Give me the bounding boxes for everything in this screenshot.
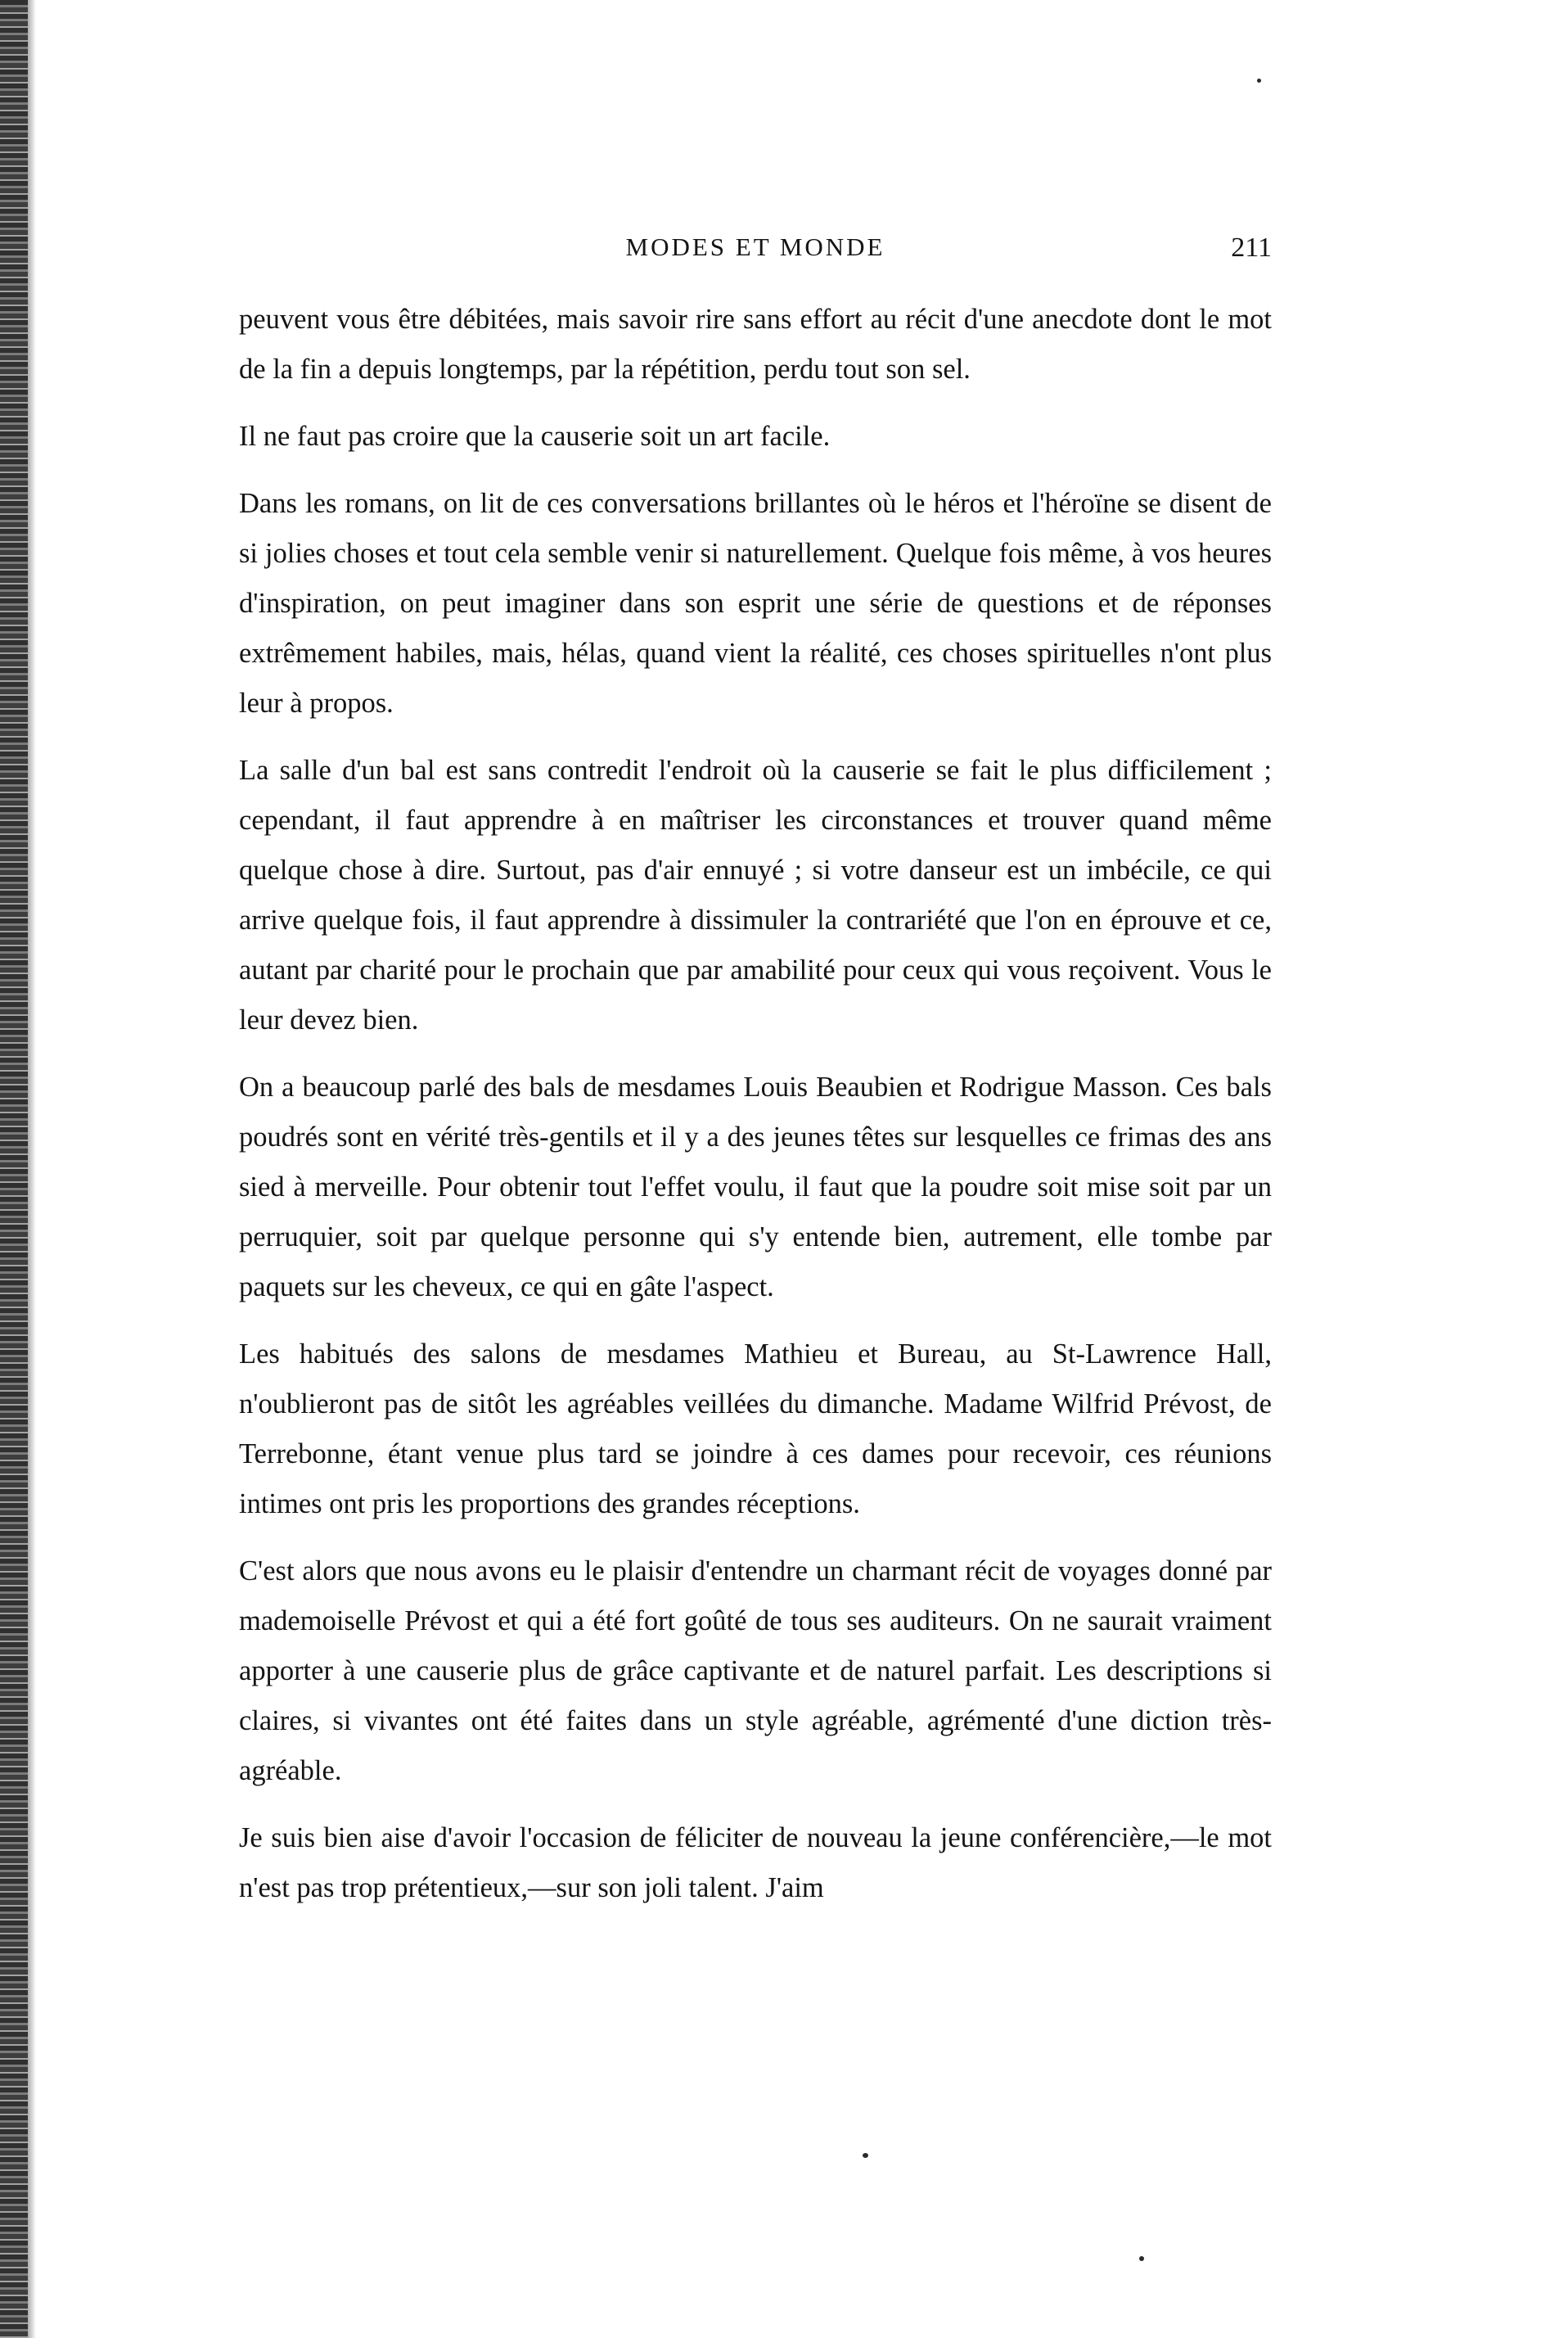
scan-speck [863, 2153, 868, 2158]
paragraph: Il ne faut pas croire que la causerie soit un art facile. [239, 421, 831, 452]
paragraph: On a beaucoup parlé des bals de mesdames Louis Beaubien et Rodrigue Masson. Ces bals poudrés sont en vérité très-gentils et il y a des jeunes têtes sur lesquelles ce frimas des ans sied à merveille. Pour obtenir tout l'effet voulu, il faut que la poudre soit mise soit par un perruquier, soit par quelque personne qui s'y entende bien, autrement, elle tombe par paquets sur les cheveux, ce qui en gâte l'aspect. [239, 1072, 1272, 1302]
paragraph: Dans les romans, on lit de ces conversations brillantes où le héros et l'héroïne se disent de si jolies choses et tout cela semble venir si naturellement. Quelque fois même, à vos heures d'inspiration, on peut imaginer dans son esprit une série de questions et de réponses extrêmement habiles, mais, hélas, quand vient la réalité, ces choses spirituelles n'ont plus leur à propos. [239, 488, 1272, 719]
paragraph: C'est alors que nous avons eu le plaisir d'entendre un charmant récit de voyages donné par mademoiselle Prévost et qui a été fort goûté de tous ses auditeurs. On ne saurait vraiment apporter à une causerie plus de grâce captivante et de naturel parfait. Les descriptions si claires, si vivantes ont été faites dans un style agréable, agrémenté d'une diction très-agréable. [239, 1555, 1272, 1786]
paragraph: Je suis bien aise d'avoir l'occasion de féliciter de nouveau la jeune conférencière,—le mot n'est pas trop prétentieux,—sur son joli talent. J'aim [239, 1822, 1272, 1903]
page-header [239, 232, 1272, 273]
scan-speck [1139, 2256, 1144, 2261]
paragraph: peuvent vous être débitées, mais savoir rire sans effort au récit d'une anecdote dont le mot de la fin a depuis longtemps, par la répétition, perdu tout son sel. [239, 304, 1272, 385]
paragraph: La salle d'un bal est sans contredit l'endroit où la causerie se fait le plus difficilement ; cependant, il faut apprendre à en maîtriser les circonstances et trouver quand même quelque chose à dire. Surtout, pas d'air ennuyé ; si votre danseur est un imbécile, ce qui arrive quelque fois, il faut apprendre à dissimuler la contrariété que l'on en éprouve et ce, autant par charité pour le prochain que par amabilité pour ceux qui vous reçoivent. Vous le leur devez bien. [239, 755, 1272, 1036]
binding-edge [0, 0, 28, 2338]
body-text [239, 295, 1272, 1930]
running-title: MODES ET MONDE [625, 232, 885, 261]
paragraph: Les habitués des salons de mesdames Mathieu et Bureau, au St-Lawrence Hall, n'oublieront pas de sitôt les agréables veillées du dimanche. Madame Wilfrid Prévost, de Terrebonne, étant venue plus tard se joindre à ces dames pour recevoir, ces réunions intimes ont pris les proportions des grandes réceptions. [239, 1338, 1272, 1519]
scan-speck [1257, 79, 1261, 83]
page-number: 211 [1231, 232, 1272, 263]
